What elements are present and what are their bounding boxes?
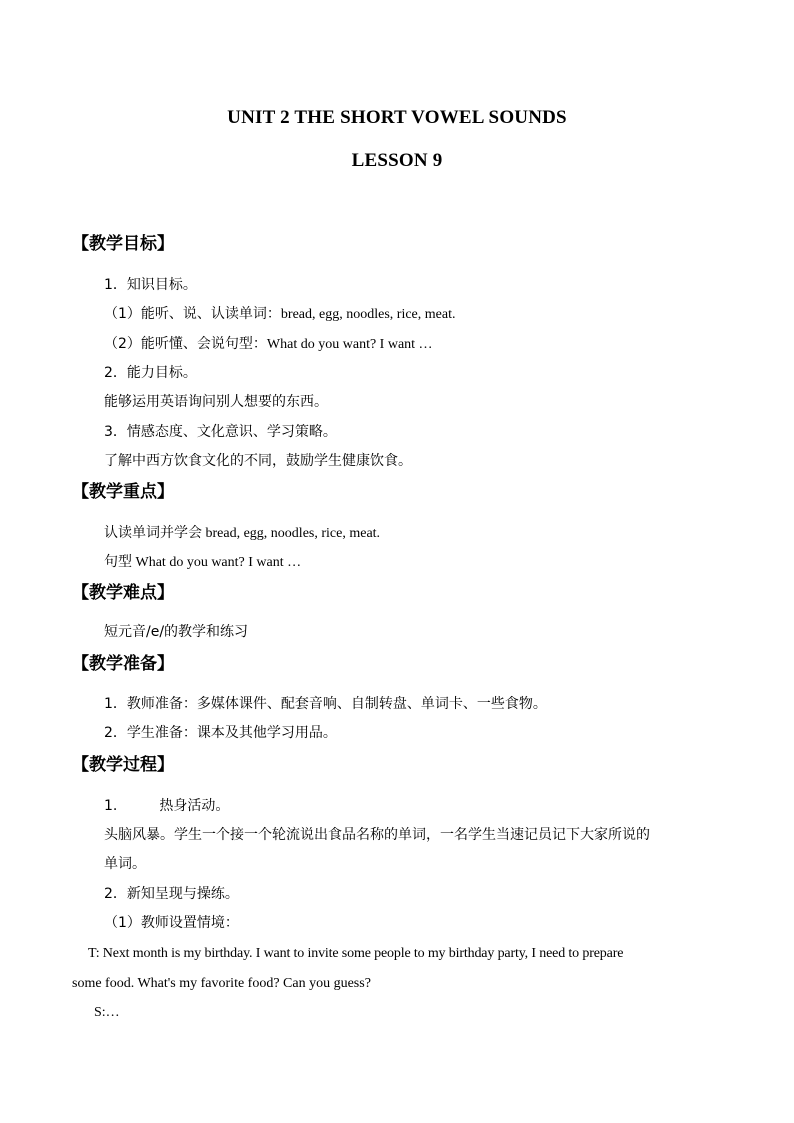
process-line-5: （1）教师设置情境： bbox=[104, 915, 239, 931]
process-line-1-num: 1. bbox=[104, 798, 118, 814]
key-points-line-1-en: bread, egg, noodles, rice, meat. bbox=[202, 526, 381, 541]
process-line-3: 单词。 bbox=[104, 856, 146, 872]
process-line-6: T: Next month is my birthday. I want to invite some people to my birthday party, I need to prepare bbox=[88, 946, 624, 961]
heading-preparation: 【教学准备】 bbox=[72, 654, 174, 674]
objectives-line-6: 3．情感态度、文化意识、学习策略。 bbox=[104, 424, 337, 440]
process-line-1 bbox=[104, 797, 229, 815]
process-line-1-text: 热身活动。 bbox=[159, 798, 230, 814]
objectives-line-5: 能够运用英语询问别人想要的东西。 bbox=[104, 394, 328, 410]
objectives-line-3-cn: （2）能听懂、会说句型： bbox=[104, 336, 267, 352]
key-points-line-1-cn: 认读单词并学会 bbox=[104, 525, 202, 541]
heading-process: 【教学过程】 bbox=[72, 755, 174, 775]
objectives-line-3-en: What do you want? I want … bbox=[266, 337, 433, 352]
preparation-line-1: 1．教师准备：多媒体课件、配套音响、自制转盘、单词卡、一些食物。 bbox=[104, 696, 547, 712]
key-points-line-2-cn: 句型 bbox=[104, 554, 132, 570]
difficulties-line-1: 短元音/e/的教学和练习 bbox=[104, 624, 249, 640]
objectives-line-2-cn: （1）能听、说、认读单词： bbox=[104, 306, 281, 322]
preparation-line-2: 2．学生准备：课本及其他学习用品。 bbox=[104, 725, 337, 741]
document-title: UNIT 2 THE SHORT VOWEL SOUNDS bbox=[227, 107, 567, 128]
objectives-line-4: 2．能力目标。 bbox=[104, 365, 197, 381]
process-line-7: some food. What's my favorite food? Can you guess? bbox=[72, 976, 371, 991]
objectives-line-2-en: bread, egg, noodles, rice, meat. bbox=[280, 307, 456, 322]
heading-objectives: 【教学目标】 bbox=[72, 234, 174, 254]
key-points-line-1 bbox=[104, 524, 380, 543]
process-line-4: 2．新知呈现与操练。 bbox=[104, 886, 239, 902]
objectives-line-3 bbox=[104, 335, 433, 354]
key-points-line-2 bbox=[104, 553, 301, 572]
key-points-line-2-en: What do you want? I want … bbox=[132, 555, 302, 570]
objectives-line-2 bbox=[104, 305, 455, 324]
document-subtitle: LESSON 9 bbox=[351, 150, 443, 171]
objectives-line-1: 1．知识目标。 bbox=[104, 277, 197, 293]
objectives-line-7: 了解中西方饮食文化的不同，鼓励学生健康饮食。 bbox=[104, 453, 412, 469]
heading-difficulties: 【教学难点】 bbox=[72, 583, 174, 603]
process-line-2: 头脑风暴。学生一个接一个轮流说出食品名称的单词，一名学生当速记员记下大家所说的 bbox=[104, 827, 650, 843]
process-line-8: S:… bbox=[94, 1005, 120, 1020]
heading-key-points: 【教学重点】 bbox=[72, 482, 174, 502]
